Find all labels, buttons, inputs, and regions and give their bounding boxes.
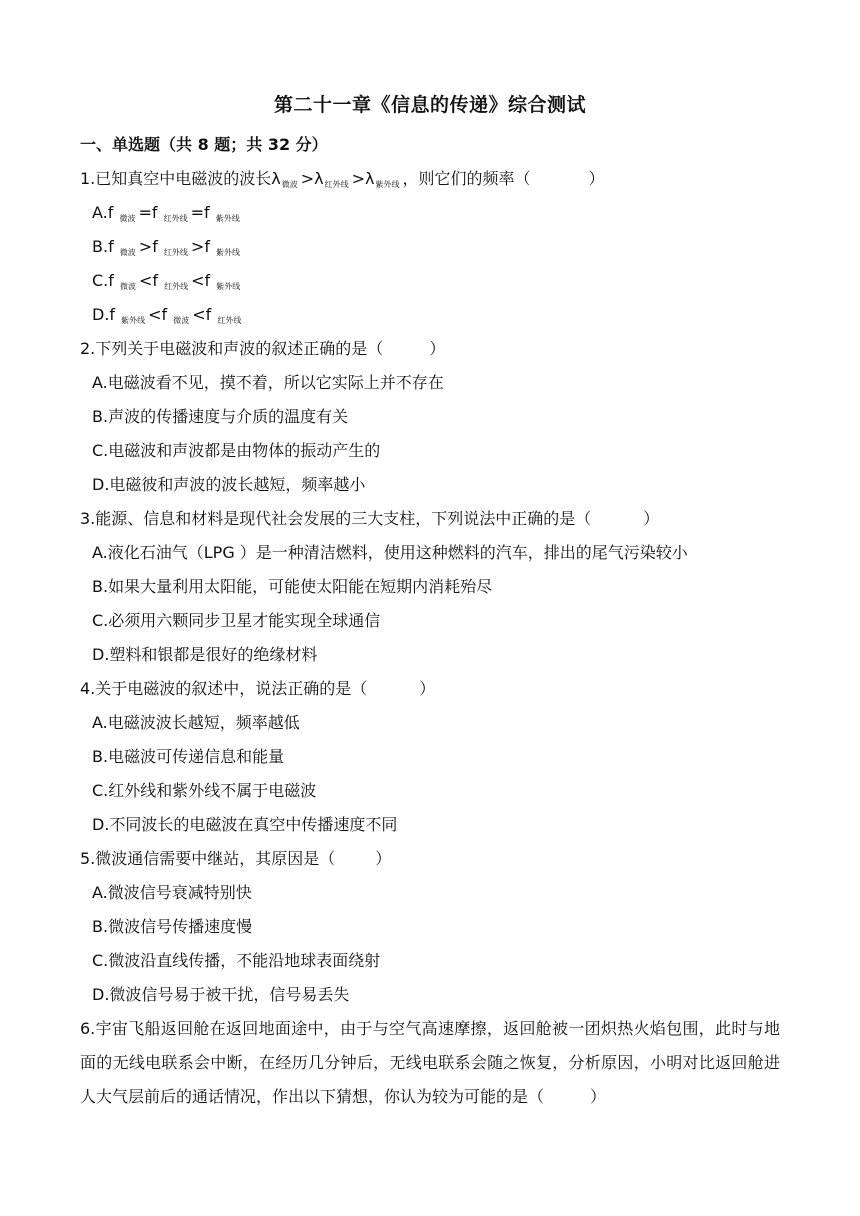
question-1-option-c: C.f $_{微波}$ <f $_{红外线}$ <f $_{紫外线}$ [92,271,241,291]
question-5-option-b: B.微波信号传播速度慢 [92,917,253,936]
question-1-stem [80,168,605,196]
section-heading: 一、单选题（共 8 题；共 32 分） [80,135,328,154]
question-2-option-b: B.声波的传播速度与介质的温度有关 [92,407,349,426]
question-2-stem: 2.下列关于电磁波和声波的叙述正确的是（ ） [80,339,446,358]
q1-stem-text: >λ [300,169,324,188]
question-3-stem: 3.能源、信息和材料是现代社会发展的三大支柱，下列说法中正确的是（ ） [80,509,660,528]
question-5-option-d: D.微波信号易于被干扰，信号易丢失 [92,985,350,1004]
question-2-option-c: C.电磁波和声波都是由物体的振动产生的 [92,441,381,460]
question-4-option-b: B.电磁波可传递信息和能量 [92,747,285,766]
question-5-stem: 5.微波通信需要中继站，其原因是（ ） [80,849,392,868]
question-1-option-a: A.f $_{微波}$ =f $_{红外线}$ =f $_{紫外线}$ [92,203,240,223]
q1-stem-text: >λ [351,169,375,188]
q1-subscript: 红外线 [324,180,349,189]
q1-stem-text: ） [588,169,605,188]
question-3-option-d: D.塑料和银都是很好的绝缘材料 [92,645,318,664]
question-5-option-c: C.微波沿直线传播，不能沿地球表面绕射 [92,951,381,970]
question-2-option-a: A.电磁波看不见，摸不着，所以它实际上并不存在 [92,373,444,392]
question-3-option-c: C.必须用六颗同步卫星才能实现全球通信 [92,611,381,630]
question-5-option-a: A.微波信号衰减特别快 [92,883,252,902]
question-3-option-b: B.如果大量利用太阳能，可能使太阳能在短期内消耗殆尽 [92,577,493,596]
q1-subscript: 紫外线 [375,180,400,189]
question-4-option-c: C.红外线和紫外线不属于电磁波 [92,781,317,800]
question-4-stem: 4.关于电磁波的叙述中，说法正确的是（ ） [80,679,436,698]
question-1-option-b: B.f $_{微波}$ >f $_{红外线}$ >f $_{紫外线}$ [92,237,241,257]
question-4-option-a: A.电磁波波长越短，频率越低 [92,713,300,732]
question-6-stem: 6.宇宙飞船返回舱在返回地面途中，由于与空气高速摩擦，返回舱被一团炽热火焰包围，此时与地面的无线电联系会中断，在经历几分钟后，无线电联系会随之恢复，分析原因，小明对比返回舱进人大气层前后的通话情况，作出以下猜想，你认为较为可能的是（ ） [80,1019,780,1106]
q1-stem-text: ，则它们的频率（ [402,169,531,188]
question-3-option-a: A.液化石油气（LPG ）是一种清洁燃料，使用这种燃料的汽车，排出的尾气污染较小 [92,543,688,562]
question-1-option-d: D.f $_{紫外线}$ <f $_{微波}$ <f $_{红外线}$ [92,305,242,325]
q1-subscript: 微波 [281,180,298,189]
question-4-option-d: D.不同波长的电磁波在真空中传播速度不同 [92,815,398,834]
page-title: 第二十一章《信息的传递》综合测试 [273,94,586,116]
q1-stem-text: 1.已知真空中电磁波的波长λ [80,169,281,188]
question-2-option-d: D.电磁彼和声波的波长越短，频率越小 [92,475,366,494]
